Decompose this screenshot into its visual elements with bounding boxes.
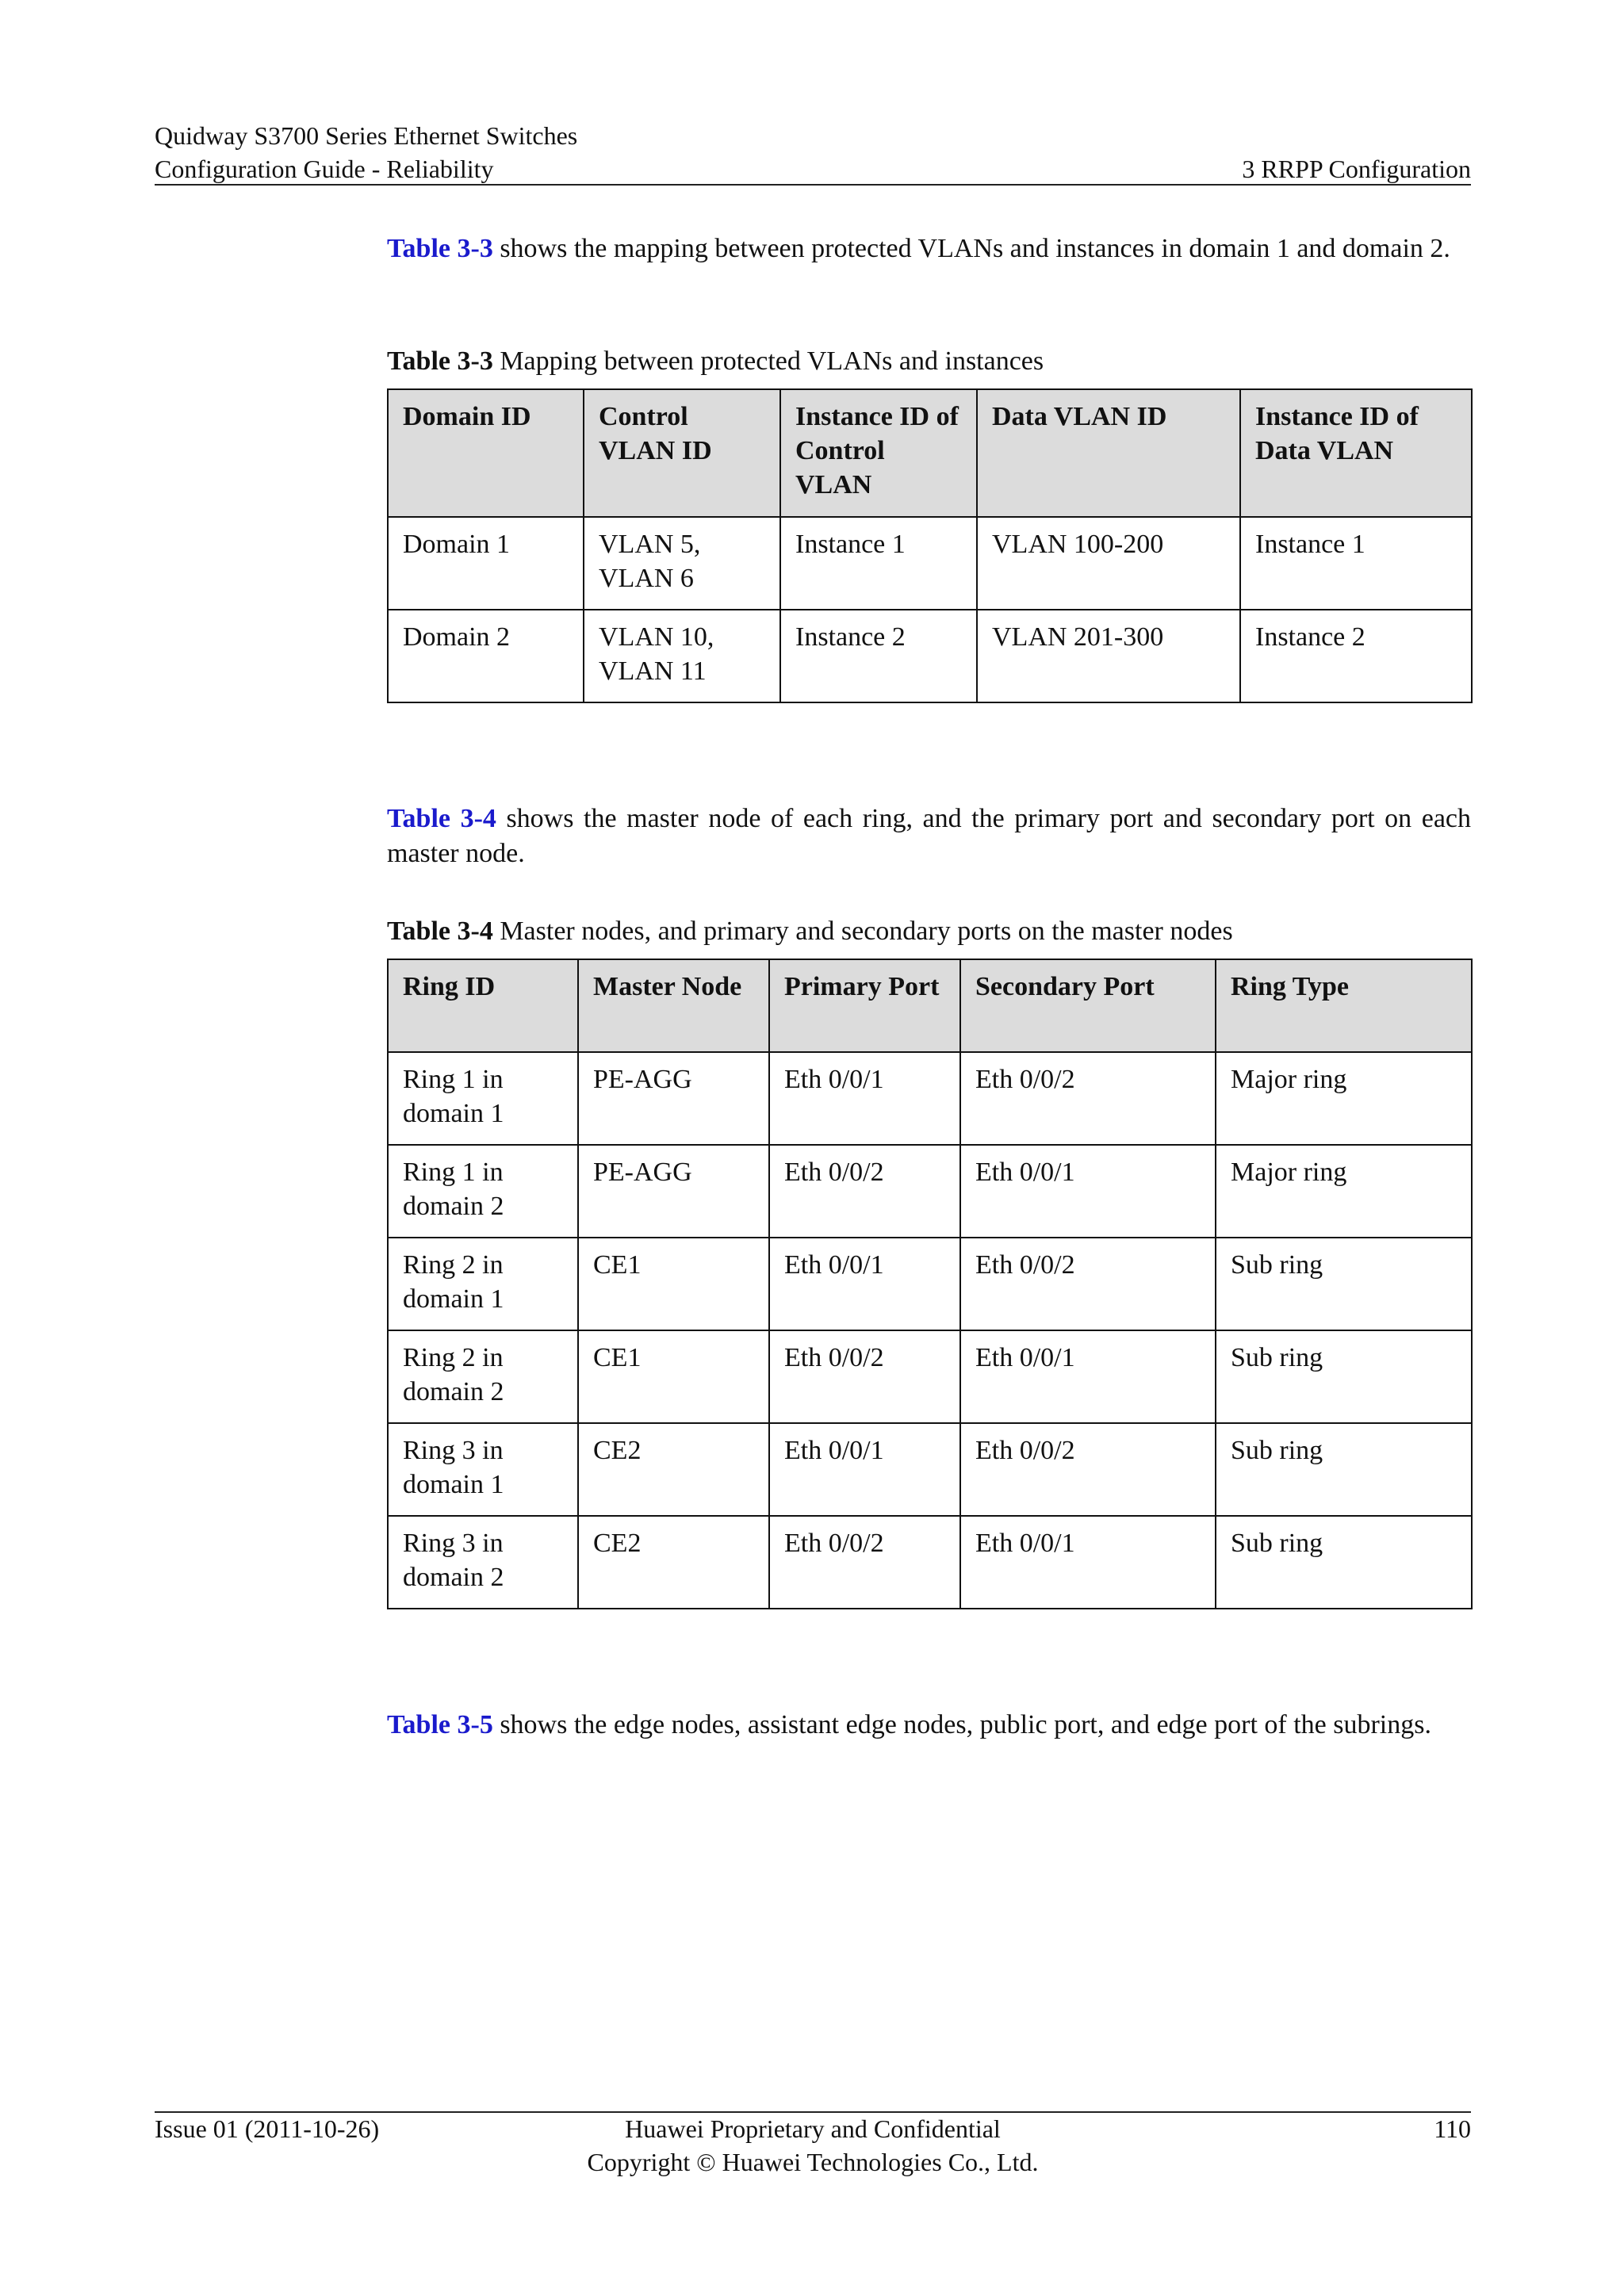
table-cell: Instance 1 <box>780 517 977 610</box>
column-header: Ring ID <box>388 959 578 1052</box>
table-cell: Instance 1 <box>1240 517 1472 610</box>
table-row <box>388 1330 1472 1423</box>
paragraph-text: shows the master node of each ring, and the primary port and secondary port on each master node. <box>387 804 1471 868</box>
paragraph-table-3-5-intro <box>387 1708 1471 1743</box>
table-cell: VLAN 10, VLAN 11 <box>584 610 780 702</box>
table-cell: CE2 <box>578 1423 769 1516</box>
table-cell: Eth 0/0/2 <box>960 1052 1216 1145</box>
table-cell: Eth 0/0/1 <box>769 1423 960 1516</box>
table-3-4 <box>387 959 1473 1609</box>
header-guide: Configuration Guide - Reliability <box>155 155 494 183</box>
table-cell: Ring 3 in domain 2 <box>388 1516 578 1609</box>
table-cell: PE-AGG <box>578 1052 769 1145</box>
table-cell: Eth 0/0/1 <box>960 1516 1216 1609</box>
table-cell: Eth 0/0/1 <box>960 1145 1216 1238</box>
table-cell: Sub ring <box>1216 1238 1472 1330</box>
header-product: Quidway S3700 Series Ethernet Switches <box>155 121 578 150</box>
caption-text: Master nodes, and primary and secondary ports on the master nodes <box>492 916 1233 946</box>
paragraph-table-3-3-intro <box>387 232 1471 266</box>
paragraph-text: shows the mapping between protected VLANs and instances in domain 1 and domain 2. <box>492 234 1450 263</box>
page-header <box>155 119 1471 186</box>
table-cell: Ring 2 in domain 1 <box>388 1238 578 1330</box>
table-cell: Eth 0/0/2 <box>960 1423 1216 1516</box>
footer-copyright: Copyright © Huawei Technologies Co., Ltd. <box>587 2148 1039 2176</box>
table-row <box>388 517 1472 610</box>
table-cell: CE2 <box>578 1516 769 1609</box>
link-table-3-5[interactable]: Table 3-5 <box>387 1710 493 1739</box>
table-cell: Domain 1 <box>388 517 584 610</box>
caption-label: Table 3-4 <box>387 916 493 946</box>
table-cell: CE1 <box>578 1330 769 1423</box>
table-cell: Eth 0/0/1 <box>769 1238 960 1330</box>
table-cell: Sub ring <box>1216 1516 1472 1609</box>
column-header: Master Node <box>578 959 769 1052</box>
table-cell: Major ring <box>1216 1145 1472 1238</box>
column-header: Primary Port <box>769 959 960 1052</box>
table-row <box>388 1052 1472 1145</box>
footer-issue: Issue 01 (2011-10-26) <box>155 2114 380 2143</box>
footer-center <box>155 2112 1471 2179</box>
table-cell: Eth 0/0/1 <box>960 1330 1216 1423</box>
table-cell: Eth 0/0/2 <box>769 1516 960 1609</box>
table-cell: VLAN 5, VLAN 6 <box>584 517 780 610</box>
table-row <box>388 1145 1472 1238</box>
table-cell: Ring 3 in domain 1 <box>388 1423 578 1516</box>
table-cell: Sub ring <box>1216 1330 1472 1423</box>
table-cell: Instance 2 <box>780 610 977 702</box>
paragraph-table-3-4-intro <box>387 802 1471 871</box>
table-cell: Ring 1 in domain 1 <box>388 1052 578 1145</box>
table-cell: Domain 2 <box>388 610 584 702</box>
table-cell: Eth 0/0/2 <box>769 1145 960 1238</box>
page-number: 110 <box>1434 2114 1471 2143</box>
table-row <box>388 1516 1472 1609</box>
column-header: Instance ID of Control VLAN <box>780 389 977 517</box>
table-cell: Ring 1 in domain 2 <box>388 1145 578 1238</box>
table-3-3-caption <box>387 344 1471 379</box>
caption-label: Table 3-3 <box>387 346 493 376</box>
column-header: Data VLAN ID <box>977 389 1240 517</box>
table-cell: Instance 2 <box>1240 610 1472 702</box>
table-3-3 <box>387 388 1473 703</box>
caption-text: Mapping between protected VLANs and instances <box>492 346 1044 376</box>
table-row <box>388 1423 1472 1516</box>
table-cell: Eth 0/0/1 <box>769 1052 960 1145</box>
header-divider <box>155 184 1471 186</box>
table-3-4-caption <box>387 914 1471 949</box>
table-cell: Eth 0/0/2 <box>769 1330 960 1423</box>
table-cell: Ring 2 in domain 2 <box>388 1330 578 1423</box>
table-cell: VLAN 201-300 <box>977 610 1240 702</box>
table-row <box>388 610 1472 702</box>
table-header-row <box>388 959 1472 1052</box>
link-table-3-4[interactable]: Table 3-4 <box>387 804 496 833</box>
footer-confidential: Huawei Proprietary and Confidential <box>625 2114 1001 2143</box>
table-cell: Eth 0/0/2 <box>960 1238 1216 1330</box>
table-header-row <box>388 389 1472 517</box>
column-header: Domain ID <box>388 389 584 517</box>
table-cell: VLAN 100-200 <box>977 517 1240 610</box>
table-row <box>388 1238 1472 1330</box>
column-header: Secondary Port <box>960 959 1216 1052</box>
table-cell: Major ring <box>1216 1052 1472 1145</box>
link-table-3-3[interactable]: Table 3-3 <box>387 234 493 263</box>
table-cell: PE-AGG <box>578 1145 769 1238</box>
column-header: Instance ID of Data VLAN <box>1240 389 1472 517</box>
paragraph-text: shows the edge nodes, assistant edge nodes, public port, and edge port of the subrings. <box>492 1710 1431 1739</box>
table-cell: Sub ring <box>1216 1423 1472 1516</box>
column-header: Control VLAN ID <box>584 389 780 517</box>
header-chapter: 3 RRPP Configuration <box>1242 155 1471 183</box>
column-header: Ring Type <box>1216 959 1472 1052</box>
table-cell: CE1 <box>578 1238 769 1330</box>
